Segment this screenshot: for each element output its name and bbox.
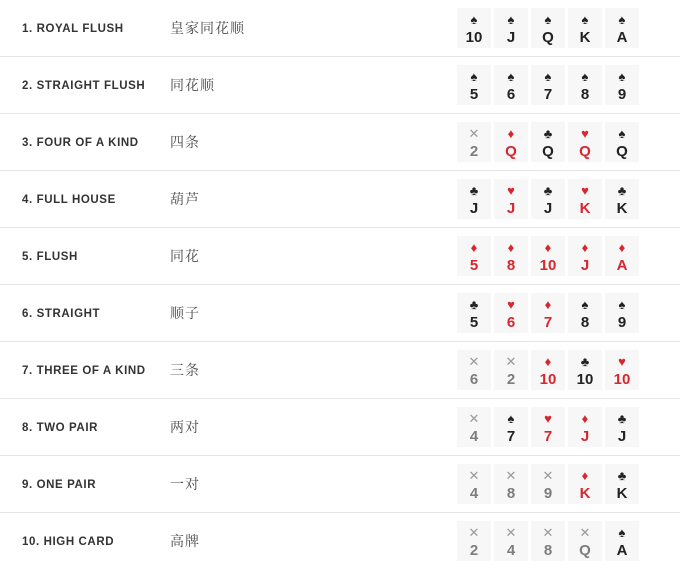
card-rank-label: J [506,200,516,217]
card-rank-label: Q [616,143,628,160]
suit-diamond-icon: ♦ [507,239,515,255]
no-suit-icon: ✕ [468,125,480,141]
playing-card [604,521,640,561]
hand-name-chinese-label: 顺子 [170,305,200,321]
playing-card [604,464,640,504]
playing-card [567,236,603,276]
playing-card [567,293,603,333]
hand-cards-cell [456,228,680,285]
playing-card [567,521,603,561]
card-rank-label: 10 [465,29,483,46]
hand-name-chinese-cell [156,285,456,342]
suit-spade-icon: ♠ [618,68,626,84]
hand-name-cell [0,456,156,513]
playing-card [493,293,529,333]
suit-club-icon: ♣ [543,125,553,141]
hand-cards-cell [456,513,680,570]
table-row [0,285,680,342]
suit-club-icon: ♣ [617,467,627,483]
card-rank-label: 9 [617,314,627,331]
hand-cards-cell [456,342,680,399]
card-row [456,228,680,284]
no-suit-icon: ✕ [468,467,480,483]
hand-name-chinese-cell [156,456,456,513]
hand-name-label: 1. ROYAL FLUSH [22,23,124,35]
suit-club-icon: ♣ [543,182,553,198]
playing-card [456,236,492,276]
playing-card [456,293,492,333]
playing-card [493,521,529,561]
table-row [0,114,680,171]
suit-diamond-icon: ♦ [581,239,589,255]
hand-name-chinese-label: 四条 [170,134,200,150]
playing-card [493,65,529,105]
suit-diamond-icon: ♦ [470,239,478,255]
playing-card [567,65,603,105]
hand-name-chinese-cell [156,228,456,285]
suit-diamond-icon: ♦ [581,467,589,483]
playing-card [530,464,566,504]
hand-name-chinese-cell [156,171,456,228]
card-rank-label: 5 [469,314,479,331]
playing-card [567,350,603,390]
card-rank-label: K [616,200,628,217]
card-rank-label: J [580,428,590,445]
card-rank-label: Q [505,143,517,160]
no-suit-icon: ✕ [542,467,554,483]
hand-name-cell [0,171,156,228]
card-row [456,342,680,398]
no-suit-icon: ✕ [542,524,554,540]
card-rank-label: 9 [617,86,627,103]
no-suit-icon: ✕ [468,353,480,369]
suit-heart-icon: ♥ [618,353,626,369]
suit-club-icon: ♣ [469,296,479,312]
playing-card [456,8,492,48]
playing-card [604,350,640,390]
suit-spade-icon: ♠ [507,410,515,426]
card-rank-label: K [616,485,628,502]
hand-name-chinese-label: 三条 [170,362,200,378]
hand-name-label: 4. FULL HOUSE [22,194,116,206]
playing-card [456,464,492,504]
suit-diamond-icon: ♦ [507,125,515,141]
card-rank-label: Q [542,29,554,46]
hand-name-label: 5. FLUSH [22,251,78,263]
hand-name-cell [0,513,156,570]
card-rank-label: 6 [506,86,516,103]
card-row [456,285,680,341]
card-row [456,0,680,56]
table-row [0,228,680,285]
playing-card [604,236,640,276]
suit-spade-icon: ♠ [507,68,515,84]
suit-spade-icon: ♠ [581,296,589,312]
hand-name-chinese-cell [156,399,456,456]
hand-name-chinese-label: 同花顺 [170,77,215,93]
playing-card [493,122,529,162]
suit-club-icon: ♣ [580,353,590,369]
hand-cards-cell [456,171,680,228]
playing-card [456,521,492,561]
card-rank-label: J [506,29,516,46]
table-row [0,342,680,399]
card-rank-label: 4 [469,428,479,445]
suit-club-icon: ♣ [469,182,479,198]
playing-card [530,293,566,333]
hand-name-chinese-cell [156,57,456,114]
card-rank-label: Q [579,143,591,160]
card-row [456,456,680,512]
hand-name-chinese-cell [156,114,456,171]
no-suit-icon: ✕ [468,410,480,426]
suit-spade-icon: ♠ [618,125,626,141]
playing-card [604,65,640,105]
card-rank-label: 8 [580,314,590,331]
card-rank-label: K [579,485,591,502]
table-row [0,513,680,570]
playing-card [567,407,603,447]
card-rank-label: 5 [469,257,479,274]
card-rank-label: J [543,200,553,217]
card-rank-label: K [579,200,591,217]
hand-name-cell [0,114,156,171]
hand-name-label: 9. ONE PAIR [22,479,97,491]
playing-card [493,407,529,447]
playing-card [456,122,492,162]
no-suit-icon: ✕ [579,524,591,540]
suit-heart-icon: ♥ [507,182,515,198]
playing-card [567,464,603,504]
card-rank-label: 7 [543,314,553,331]
hand-name-label: 6. STRAIGHT [22,308,101,320]
card-rank-label: 8 [543,542,553,559]
card-rank-label: 10 [613,371,631,388]
playing-card [567,122,603,162]
card-rank-label: 5 [469,86,479,103]
playing-card [493,179,529,219]
playing-card [604,407,640,447]
suit-heart-icon: ♥ [507,296,515,312]
hand-name-label: 2. STRAIGHT FLUSH [22,80,146,92]
suit-heart-icon: ♥ [544,410,552,426]
card-rank-label: 6 [506,314,516,331]
hand-name-label: 8. TWO PAIR [22,422,99,434]
no-suit-icon: ✕ [505,353,517,369]
playing-card [530,122,566,162]
hand-name-label: 10. HIGH CARD [22,536,115,548]
playing-card [567,8,603,48]
hand-cards-cell [456,456,680,513]
hand-name-cell [0,0,156,57]
playing-card [493,464,529,504]
playing-card [493,350,529,390]
suit-spade-icon: ♠ [470,11,478,27]
no-suit-icon: ✕ [468,524,480,540]
playing-card [567,179,603,219]
card-rank-label: 9 [543,485,553,502]
suit-club-icon: ♣ [617,410,627,426]
card-rank-label: 4 [469,485,479,502]
hand-cards-cell [456,57,680,114]
suit-spade-icon: ♠ [581,11,589,27]
table-row [0,456,680,513]
hand-name-chinese-label: 一对 [170,476,200,492]
hand-name-chinese-label: 葫芦 [170,191,200,207]
no-suit-icon: ✕ [505,467,517,483]
suit-club-icon: ♣ [617,182,627,198]
card-rank-label: J [580,257,590,274]
suit-spade-icon: ♠ [618,11,626,27]
table-row [0,0,680,57]
card-rank-label: 7 [543,86,553,103]
card-rank-label: 7 [543,428,553,445]
card-row [456,513,680,569]
hand-cards-cell [456,0,680,57]
hand-name-chinese-cell [156,342,456,399]
playing-card [530,521,566,561]
hand-cards-cell [456,114,680,171]
card-rank-label: 8 [506,257,516,274]
playing-card [530,65,566,105]
playing-card [530,407,566,447]
playing-card [456,350,492,390]
hand-cards-cell [456,285,680,342]
table-row [0,171,680,228]
card-rank-label: 2 [506,371,516,388]
hand-name-cell [0,228,156,285]
no-suit-icon: ✕ [505,524,517,540]
card-rank-label: 8 [506,485,516,502]
card-rank-label: 6 [469,371,479,388]
hand-name-chinese-label: 同花 [170,248,200,264]
playing-card [530,236,566,276]
card-rank-label: 10 [576,371,594,388]
hand-name-cell [0,285,156,342]
hand-name-chinese-cell [156,0,456,57]
hand-name-chinese-cell [156,513,456,570]
hand-cards-cell [456,399,680,456]
hand-name-cell [0,399,156,456]
card-rank-label: 8 [580,86,590,103]
suit-spade-icon: ♠ [544,68,552,84]
card-rank-label: A [616,542,628,559]
hand-name-chinese-label: 皇家同花顺 [170,20,245,36]
card-rank-label: A [616,29,628,46]
hand-name-cell [0,57,156,114]
card-rank-label: J [617,428,627,445]
suit-heart-icon: ♥ [581,125,589,141]
hand-name-cell [0,342,156,399]
hand-name-label: 3. FOUR OF A KIND [22,137,139,149]
card-row [456,399,680,455]
suit-spade-icon: ♠ [544,11,552,27]
card-rank-label: 2 [469,542,479,559]
card-rank-label: K [579,29,591,46]
card-row [456,57,680,113]
playing-card [493,236,529,276]
suit-spade-icon: ♠ [581,68,589,84]
card-rank-label: Q [542,143,554,160]
card-rank-label: 4 [506,542,516,559]
playing-card [530,179,566,219]
playing-card [456,179,492,219]
suit-spade-icon: ♠ [507,11,515,27]
playing-card [604,179,640,219]
suit-spade-icon: ♠ [470,68,478,84]
suit-diamond-icon: ♦ [618,239,626,255]
card-rank-label: A [616,257,628,274]
playing-card [530,8,566,48]
card-rank-label: Q [579,542,591,559]
card-rank-label: 10 [539,371,557,388]
card-rank-label: J [469,200,479,217]
card-rank-label: 2 [469,143,479,160]
playing-card [493,8,529,48]
hand-name-label: 7. THREE OF A KIND [22,365,146,377]
suit-diamond-icon: ♦ [544,353,552,369]
hand-name-chinese-label: 高牌 [170,533,200,549]
card-rank-label: 7 [506,428,516,445]
card-row [456,114,680,170]
playing-card [604,122,640,162]
suit-spade-icon: ♠ [618,296,626,312]
playing-card [604,8,640,48]
suit-diamond-icon: ♦ [544,296,552,312]
playing-card [456,407,492,447]
hand-name-chinese-label: 两对 [170,419,200,435]
suit-spade-icon: ♠ [618,524,626,540]
card-row [456,171,680,227]
table-row [0,399,680,456]
playing-card [604,293,640,333]
suit-heart-icon: ♥ [581,182,589,198]
playing-card [530,350,566,390]
suit-diamond-icon: ♦ [581,410,589,426]
suit-diamond-icon: ♦ [544,239,552,255]
card-rank-label: 10 [539,257,557,274]
playing-card [456,65,492,105]
table-row [0,57,680,114]
